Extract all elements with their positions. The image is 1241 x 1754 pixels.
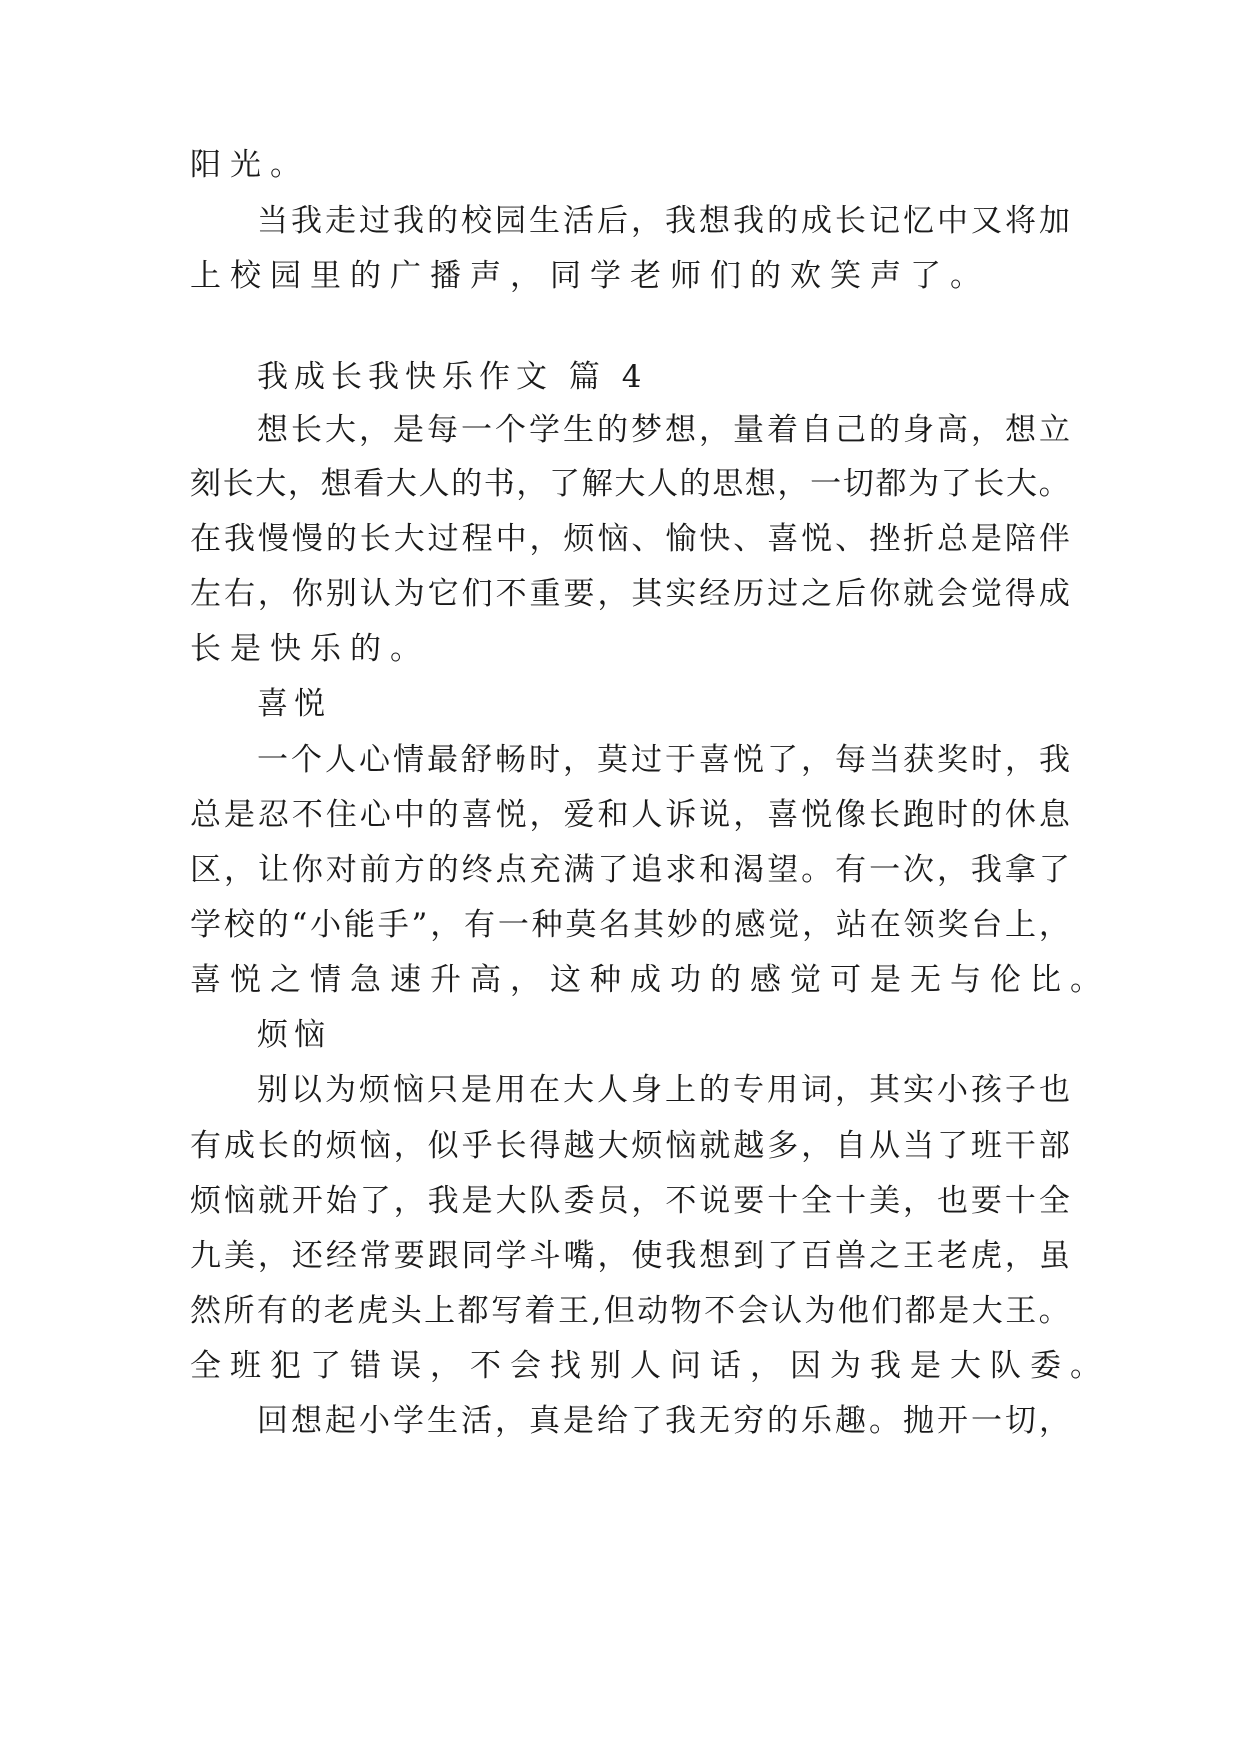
text-line: 长是快乐的。	[190, 631, 430, 667]
text-line: 阳光。	[190, 147, 310, 183]
text-line: 在 我 慢 慢 的 长 大 过 程 中 ， 烦 恼 、 愉 快 、 喜 悦 、 挫 折 总 是 陪 伴	[190, 521, 1070, 557]
text-line: 喜悦之情急速升高，这种成功的感觉可是无与伦比。	[190, 962, 1110, 998]
text-line: 别 以 为 烦 恼 只 是 用 在 大 人 身 上 的 专 用 词 ， 其 实 小 孩 子 也	[257, 1072, 1070, 1108]
text-line: 回 想 起 小 学 生 活 ， 真 是 给 了 我 无 穷 的 乐 趣 。 抛 开 一 切 ，	[257, 1403, 1070, 1439]
text-line: 左 右 ， 你 别 认 为 它 们 不 重 要 ， 其 实 经 历 过 之 后 你 就 会 觉 得 成	[190, 576, 1070, 612]
text-line: 有 成 长 的 烦 恼 ， 似 乎 长 得 越 大 烦 恼 就 越 多 ， 自 从 当 了 班 干 部	[190, 1128, 1070, 1164]
text-line: 当 我 走 过 我 的 校 园 生 活 后 ， 我 想 我 的 成 长 记 忆 中 又 将 加	[257, 203, 1070, 239]
subheading-joy: 喜悦	[257, 686, 331, 722]
text-line: 学 校 的 “ 小 能 手 ” ， 有 一 种 莫 名 其 妙 的 感 觉 ， 站 在 领 奖 台 上 ，	[190, 907, 1070, 943]
text-line: 一 个 人 心 情 最 舒 畅 时 ， 莫 过 于 喜 悦 了 ， 每 当 获 奖 时 ， 我	[257, 742, 1070, 778]
text-line: 总 是 忍 不 住 心 中 的 喜 悦 ， 爱 和 人 诉 说 ， 喜 悦 像 长 跑 时 的 休 息	[190, 797, 1070, 833]
text-line: 想 长 大 ， 是 每 一 个 学 生 的 梦 想 ， 量 着 自 己 的 身 高 ， 想 立	[257, 412, 1070, 448]
text-line: 然 所 有 的 老 虎 头 上 都 写 着 王 , 但 动 物 不 会 认 为 他 们 都 是 大 王 。	[190, 1293, 1070, 1329]
subheading-worry: 烦恼	[257, 1017, 331, 1053]
section-heading: 我成长我快乐作文 篇 4	[257, 359, 648, 395]
text-line: 上校园里的广播声，同学老师们的欢笑声了。	[190, 258, 990, 294]
text-line: 烦 恼 就 开 始 了 ， 我 是 大 队 委 员 ， 不 说 要 十 全 十 美 ， 也 要 十 全	[190, 1183, 1070, 1219]
text-line: 刻 长 大 ， 想 看 大 人 的 书 ， 了 解 大 人 的 思 想 ， 一 切 都 为 了 长 大 。	[190, 466, 1070, 502]
text-line: 九 美 ， 还 经 常 要 跟 同 学 斗 嘴 ， 使 我 想 到 了 百 兽 之 王 老 虎 ， 虽	[190, 1238, 1070, 1274]
text-line: 区 ， 让 你 对 前 方 的 终 点 充 满 了 追 求 和 渴 望 。 有 一 次 ， 我 拿 了	[190, 852, 1070, 888]
text-line: 全班犯了错误，不会找别人问话，因为我是大队委。	[190, 1348, 1110, 1384]
